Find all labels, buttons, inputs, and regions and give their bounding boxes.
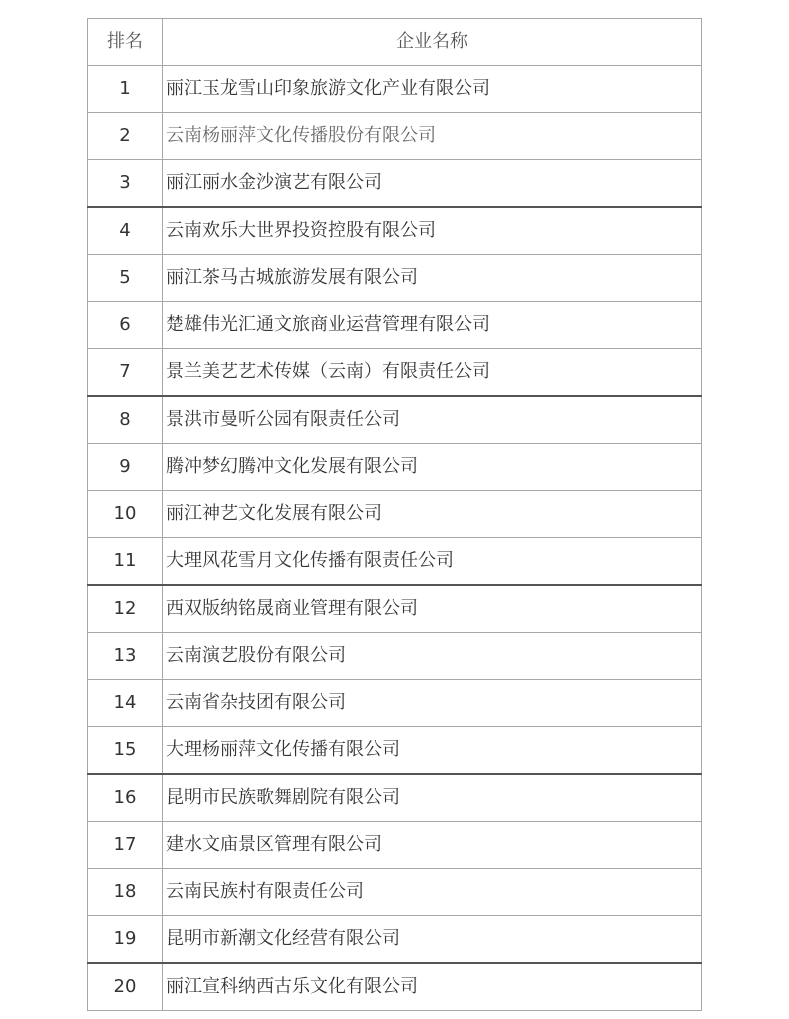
company-name-cell: 云南演艺股份有限公司 (163, 633, 702, 680)
company-name-cell: 景兰美艺艺术传媒（云南）有限责任公司 (163, 349, 702, 397)
company-name-cell: 昆明市民族歌舞剧院有限公司 (163, 774, 702, 822)
table-row (88, 160, 702, 208)
rank-cell: 17 (88, 822, 163, 869)
table-row (88, 585, 702, 633)
company-name-cell: 丽江茶马古城旅游发展有限公司 (163, 255, 702, 302)
rank-cell: 16 (88, 774, 163, 822)
company-name-cell: 大理杨丽萍文化传播有限公司 (163, 727, 702, 775)
company-name-cell: 丽江宣科纳西古乐文化有限公司 (163, 963, 702, 1011)
table-row (88, 963, 702, 1011)
header-company-name: 企业名称 (163, 19, 702, 66)
rank-cell: 13 (88, 633, 163, 680)
company-name-cell: 云南省杂技团有限公司 (163, 680, 702, 727)
company-name-cell: 昆明市新潮文化经营有限公司 (163, 916, 702, 964)
rank-cell: 7 (88, 349, 163, 397)
rank-cell: 10 (88, 491, 163, 538)
table-row (88, 916, 702, 964)
rank-cell: 18 (88, 869, 163, 916)
company-name-cell: 云南民族村有限责任公司 (163, 869, 702, 916)
company-name-cell: 云南杨丽萍文化传播股份有限公司 (163, 113, 702, 160)
rank-cell: 5 (88, 255, 163, 302)
company-name-cell: 大理风花雪月文化传播有限责任公司 (163, 538, 702, 586)
rank-cell: 19 (88, 916, 163, 964)
company-name-cell: 景洪市曼听公园有限责任公司 (163, 396, 702, 444)
rank-cell: 15 (88, 727, 163, 775)
rank-cell: 8 (88, 396, 163, 444)
table-row (88, 444, 702, 491)
rank-cell: 11 (88, 538, 163, 586)
company-name-cell: 西双版纳铭晟商业管理有限公司 (163, 585, 702, 633)
rank-cell: 12 (88, 585, 163, 633)
rank-cell: 20 (88, 963, 163, 1011)
company-name-cell: 丽江玉龙雪山印象旅游文化产业有限公司 (163, 66, 702, 113)
company-name-cell: 云南欢乐大世界投资控股有限公司 (163, 207, 702, 255)
company-name-cell: 建水文庙景区管理有限公司 (163, 822, 702, 869)
table-row (88, 680, 702, 727)
rank-cell: 14 (88, 680, 163, 727)
table-row (88, 113, 702, 160)
table-row (88, 869, 702, 916)
table-row (88, 349, 702, 397)
company-name-cell: 腾冲梦幻腾冲文化发展有限公司 (163, 444, 702, 491)
table-row (88, 207, 702, 255)
company-name-cell: 丽江丽水金沙演艺有限公司 (163, 160, 702, 208)
table-row (88, 66, 702, 113)
rank-cell: 6 (88, 302, 163, 349)
table-row (88, 774, 702, 822)
table-header-row (88, 19, 702, 66)
table-row (88, 491, 702, 538)
table-row (88, 396, 702, 444)
table-row (88, 822, 702, 869)
table-row (88, 255, 702, 302)
table-row (88, 633, 702, 680)
table-row (88, 538, 702, 586)
rank-cell: 1 (88, 66, 163, 113)
table-row (88, 302, 702, 349)
rank-cell: 4 (88, 207, 163, 255)
table-row (88, 727, 702, 775)
ranking-table (87, 18, 702, 1011)
company-name-cell: 丽江神艺文化发展有限公司 (163, 491, 702, 538)
rank-cell: 9 (88, 444, 163, 491)
rank-cell: 2 (88, 113, 163, 160)
header-rank: 排名 (88, 19, 163, 66)
rank-cell: 3 (88, 160, 163, 208)
company-name-cell: 楚雄伟光汇通文旅商业运营管理有限公司 (163, 302, 702, 349)
